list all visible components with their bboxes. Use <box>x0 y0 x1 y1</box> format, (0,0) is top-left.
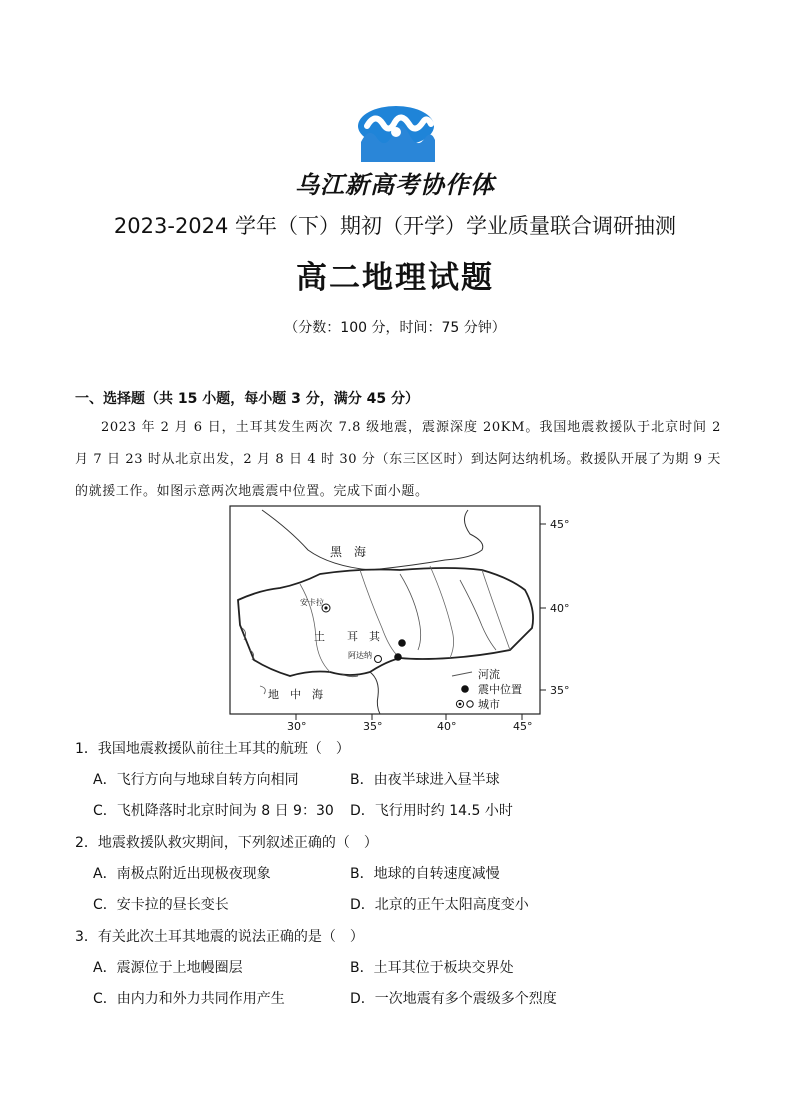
org-name: 乌江新高考协作体 <box>295 171 495 199</box>
legend-epicenter-label: 震中位置 <box>478 683 522 696</box>
question-1-option-c[interactable]: C．飞机降落时北京时间为 8 日 9：30 <box>93 803 334 819</box>
lon-label-45: 45° <box>513 720 533 732</box>
epicenter-marker-1 <box>398 639 406 647</box>
lat-label-35: 35° <box>550 684 570 697</box>
question-1-stem: 1．我国地震救援队前往土耳其的航班（ ） <box>75 741 350 757</box>
score-info: （分数：100 分，时间：75 分钟） <box>284 320 506 336</box>
question-2-stem: 2．地震救援队救灾期间，下列叙述正确的（ ） <box>75 835 378 851</box>
legend-city-label: 城市 <box>478 698 500 711</box>
legend-river-label: 河流 <box>478 668 500 681</box>
question-3-option-d[interactable]: D．一次地震有多个震级多个烈度 <box>350 991 557 1007</box>
lat-label-45: 45° <box>550 518 570 531</box>
question-1-option-d[interactable]: D．飞行用时约 14.5 小时 <box>350 803 513 819</box>
intro-paragraph: 2023 年 2 月 6 日，土耳其发生两次 7.8 级地震，震源深度 20KM。我国地震救援队于北京时间 2 月 7 日 23 时从北京出发，2 月 8 日 4 时 30 分（东三区区时）到达阿达纳机场。救援队开展了为期 9 天的就援工作。如图示意两次地震震中位置。完成下面小题。 <box>75 420 721 499</box>
question-2-option-c[interactable]: C．安卡拉的昼长变长 <box>93 897 229 913</box>
question-2-option-b[interactable]: B．地球的自转速度减慢 <box>350 866 500 882</box>
epicenter-marker-2 <box>394 653 402 661</box>
question-1-option-b[interactable]: B．由夜半球进入昼半球 <box>350 772 500 788</box>
question-3-stem: 3．有关此次土耳其地震的说法正确的是（ ） <box>75 929 364 945</box>
question-3-option-c[interactable]: C．由内力和外力共同作用产生 <box>93 991 285 1007</box>
question-2-option-d[interactable]: D．北京的正午太阳高度变小 <box>350 897 529 913</box>
question-2-option-a[interactable]: A．南极点附近出现极夜现象 <box>93 866 271 882</box>
wujiang-logo <box>355 104 437 162</box>
turkey-label: 土 耳 其 <box>314 630 380 643</box>
question-3-option-b[interactable]: B．土耳其位于板块交界处 <box>350 960 514 976</box>
adana-city-marker <box>375 656 382 663</box>
legend-epicenter-icon <box>461 685 469 693</box>
ankara-label: 安卡拉 <box>300 598 324 607</box>
lon-label-40: 40° <box>437 720 457 732</box>
question-3-option-a[interactable]: A．震源位于上地幔圈层 <box>93 960 243 976</box>
lon-label-30: 30° <box>287 720 307 732</box>
adana-label: 阿达纳 <box>348 651 372 660</box>
black-sea-label: 黑 海 <box>330 545 367 559</box>
turkey-earthquake-map <box>220 500 580 732</box>
question-1-option-a[interactable]: A．飞行方向与地球自转方向相同 <box>93 772 299 788</box>
mediterranean-label: 地 中 海 <box>268 688 323 701</box>
lat-label-40: 40° <box>550 602 570 615</box>
subject-title: 高二地理试题 <box>296 260 494 296</box>
section-heading: 一、选择题（共 15 小题，每小题 3 分，满分 45 分） <box>75 391 419 407</box>
lon-label-35: 35° <box>363 720 383 732</box>
exam-title: 2023-2024 学年（下）期初（开学）学业质量联合调研抽测 <box>113 214 677 238</box>
